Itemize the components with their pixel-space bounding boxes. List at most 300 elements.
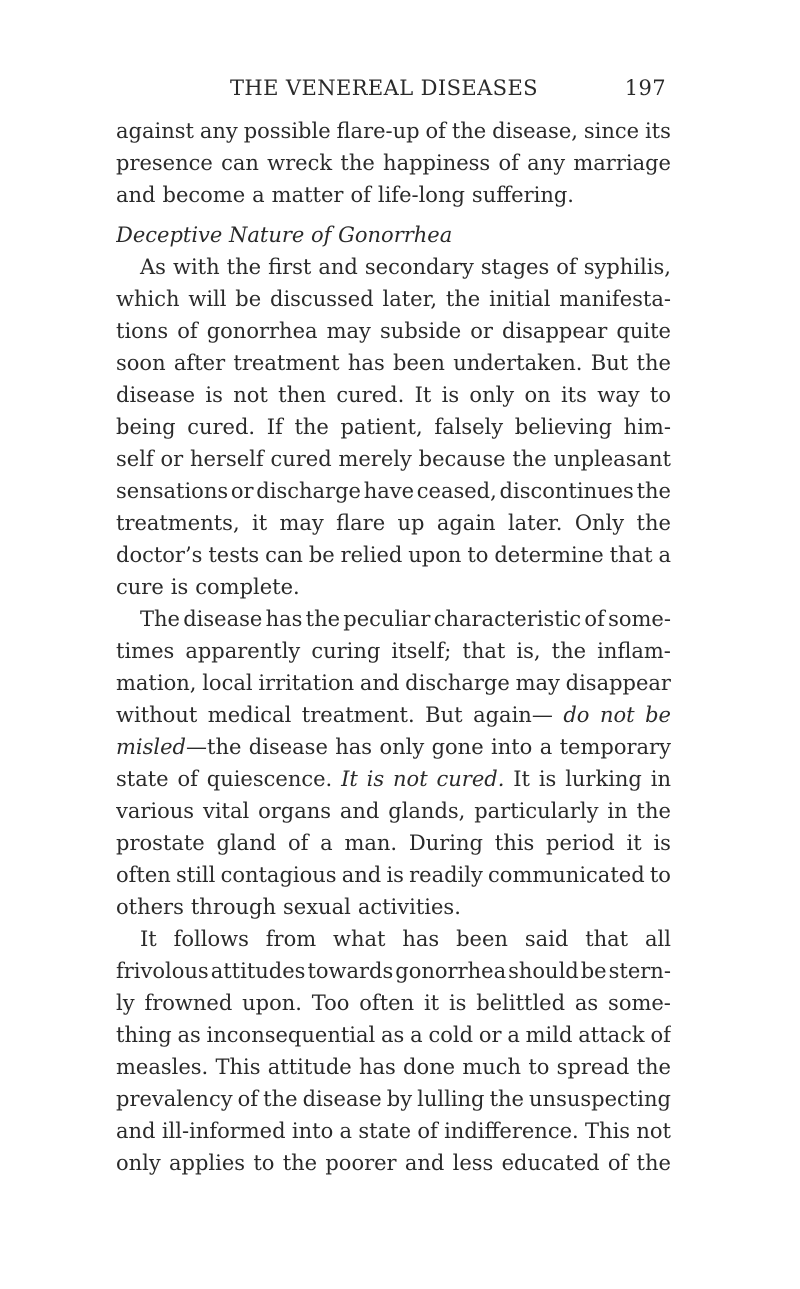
word: cured. [436, 767, 505, 791]
body-text [116, 115, 671, 1179]
text-line [116, 379, 671, 411]
word: marriage [573, 151, 671, 175]
word: If [266, 415, 283, 439]
word: discussed [270, 287, 374, 311]
word: with [172, 255, 220, 279]
text-line [116, 475, 671, 507]
word: attitude [267, 1055, 352, 1079]
word: said [524, 927, 569, 951]
word: of [287, 831, 309, 855]
word: is [441, 383, 460, 407]
word: It [341, 767, 358, 791]
word: should [508, 959, 579, 983]
word: patient, [340, 415, 423, 439]
word: as [574, 991, 599, 1015]
word: the [636, 799, 671, 823]
word: medical [207, 703, 292, 727]
word: treatments, [116, 511, 240, 535]
word: misled—the [116, 735, 242, 759]
word: and [404, 1151, 445, 1175]
word: it [423, 991, 440, 1015]
word: towards [307, 959, 394, 983]
word: the [489, 1087, 524, 1111]
word: happiness [383, 151, 491, 175]
text-line [116, 1115, 671, 1147]
text-line [116, 179, 671, 211]
word: of [425, 119, 446, 143]
word: unsuspecting [529, 1087, 671, 1111]
page-number: 197 [624, 76, 666, 100]
word: of [417, 1119, 438, 1143]
word: upon. [242, 991, 302, 1015]
word: some- [608, 991, 671, 1015]
word: not [636, 1119, 671, 1143]
word: its [560, 383, 587, 407]
word: up [397, 511, 425, 535]
word: determine [494, 543, 604, 567]
word: being [116, 415, 176, 439]
word: later, [382, 287, 437, 311]
word: merely [338, 447, 412, 471]
word: matter [271, 183, 344, 207]
word: of [177, 767, 198, 791]
word: gland [216, 831, 277, 855]
word: soon [116, 351, 166, 375]
word: that [585, 927, 629, 951]
word: only [379, 735, 425, 759]
word: tions [116, 319, 169, 343]
word: But [425, 703, 463, 727]
word: has [402, 927, 440, 951]
word: do [563, 703, 590, 727]
word: ill-informed [161, 1119, 286, 1143]
word: is [386, 863, 404, 887]
word: as [177, 1023, 201, 1047]
text-line [116, 347, 671, 379]
word: communicated [488, 863, 645, 887]
word: peculiar [343, 607, 431, 631]
word: be [235, 287, 262, 311]
word: activities. [357, 895, 461, 919]
word: less [452, 1151, 494, 1175]
word: of [556, 255, 577, 279]
word: is [205, 383, 223, 407]
word: is, [516, 639, 541, 663]
word: the [451, 119, 487, 143]
word: of [177, 319, 198, 343]
word: of [498, 151, 519, 175]
word: complete. [195, 575, 300, 599]
word: or [470, 319, 493, 343]
word: curing [311, 639, 381, 663]
word: of [350, 183, 371, 207]
word: discontinues [499, 479, 634, 503]
word: of [607, 1151, 629, 1175]
word: this [494, 831, 535, 855]
word: be [308, 543, 335, 567]
word: manifesta- [559, 287, 671, 311]
word: have [363, 479, 415, 503]
word: disappear [502, 319, 608, 343]
word: a [658, 543, 671, 567]
text-line [116, 699, 671, 731]
text-line [116, 731, 671, 763]
word: But [590, 351, 629, 375]
word: apparently [185, 639, 301, 663]
word: During [408, 831, 483, 855]
word: disease [248, 735, 328, 759]
text-line [116, 955, 671, 987]
word: the [340, 151, 375, 175]
word: has [335, 735, 373, 759]
word: and [318, 255, 358, 279]
text-line [116, 827, 671, 859]
word: follows [173, 927, 249, 951]
word: secondary [364, 255, 474, 279]
running-head-title: THE VENEREAL DISEASES [230, 76, 538, 100]
word: only [116, 1151, 161, 1175]
word: can [265, 543, 303, 567]
word: is [538, 767, 557, 791]
word: of [237, 1087, 259, 1111]
word: or [230, 479, 254, 503]
word: then [278, 383, 327, 407]
word: possible [243, 119, 331, 143]
word: may [279, 511, 324, 535]
word: may [326, 319, 371, 343]
running-head [230, 76, 666, 100]
word: often [359, 991, 415, 1015]
word: flare-up [336, 119, 420, 143]
word: of [584, 607, 605, 631]
word: on [524, 383, 551, 407]
word: a [507, 1023, 520, 1047]
text-line [116, 795, 671, 827]
word: the [551, 639, 587, 663]
word: cure [116, 575, 164, 599]
word: itself; [391, 639, 452, 663]
word: to [253, 1151, 275, 1175]
word: that [462, 639, 506, 663]
text-line [116, 603, 671, 635]
word: man. [344, 831, 398, 855]
word: indifference. [444, 1119, 579, 1143]
word: the [636, 511, 671, 535]
word: because [418, 447, 506, 471]
word: after [173, 351, 226, 375]
word: what [333, 927, 386, 951]
word: him- [623, 415, 671, 439]
word: is [366, 767, 385, 791]
word: not [233, 383, 268, 407]
text-line [116, 1147, 671, 1179]
word: life-long [377, 183, 465, 207]
word: is [653, 831, 671, 855]
word: lurking [565, 767, 642, 791]
word: glands, [388, 799, 466, 823]
word: to [649, 863, 671, 887]
word: again [436, 511, 496, 535]
text-line [116, 147, 671, 179]
word: and [341, 863, 382, 887]
word: by [386, 1087, 413, 1111]
word: in [650, 767, 671, 791]
word: to [467, 543, 489, 567]
word: will [188, 287, 227, 311]
word: the [445, 287, 481, 311]
word: been [456, 927, 508, 951]
word: prostate [116, 831, 205, 855]
word: and [359, 671, 400, 695]
word: quiescence. [206, 767, 333, 791]
word: way [597, 383, 640, 407]
word: spread [556, 1055, 630, 1079]
word: disease, [492, 119, 578, 143]
word: which [116, 287, 180, 311]
text-line [116, 859, 671, 891]
word: or [160, 447, 184, 471]
text-line [116, 891, 671, 923]
word: or [478, 1023, 502, 1047]
word: to [528, 1055, 550, 1079]
word: irritation [258, 671, 355, 695]
word: the [294, 415, 329, 439]
word: a [252, 183, 265, 207]
word: wreck [267, 151, 333, 175]
word: The [140, 607, 180, 631]
word: not [599, 703, 635, 727]
word: measles. [116, 1055, 209, 1079]
word: contagious [220, 863, 337, 887]
word: into [291, 1119, 334, 1143]
word: gone [431, 735, 484, 759]
word: a [410, 1023, 423, 1047]
word: it [626, 831, 642, 855]
word: misled [116, 735, 186, 759]
word: as [381, 1023, 405, 1047]
word: This [215, 1055, 261, 1079]
word: without [116, 703, 198, 727]
word: its [644, 119, 671, 143]
word: the [636, 351, 671, 375]
text-line [116, 251, 671, 283]
word: Too [311, 991, 350, 1015]
section-heading: Deceptive Nature of Gonorrhea [116, 223, 453, 247]
word: into [491, 735, 533, 759]
word: flare [336, 511, 386, 535]
word: can [221, 151, 259, 175]
word: ceased, [416, 479, 497, 503]
text-line [116, 283, 671, 315]
word: herself [189, 447, 264, 471]
word: poorer [325, 1151, 397, 1175]
word: discharge [256, 479, 361, 503]
word: attack [578, 1023, 645, 1047]
word: cured. [336, 383, 405, 407]
word: the [512, 447, 547, 471]
word: mild [525, 1023, 573, 1047]
word: thing [116, 1023, 172, 1047]
word: It [140, 927, 157, 951]
word: belittled [476, 991, 566, 1015]
word: be [580, 959, 607, 983]
word: the [636, 1151, 671, 1175]
word: treatment. [301, 703, 415, 727]
word: It [414, 383, 432, 407]
word: quite [616, 319, 671, 343]
word: the [226, 255, 262, 279]
text-line [116, 315, 671, 347]
text-line [116, 443, 671, 475]
word: This [585, 1119, 631, 1143]
word: subside [380, 319, 462, 343]
word: and [339, 799, 380, 823]
word: vital [202, 799, 250, 823]
text-line [116, 115, 671, 147]
text-line [116, 1051, 671, 1083]
word: of [650, 1023, 671, 1047]
word: and [116, 183, 156, 207]
word: state [358, 1119, 412, 1143]
word: inconsequential [206, 1023, 376, 1047]
word: mation, [116, 671, 197, 695]
word: stern- [608, 959, 671, 983]
word: disease [183, 607, 263, 631]
word: in [607, 799, 628, 823]
word: presence [116, 151, 213, 175]
word: characteristic [433, 607, 582, 631]
word: again— [473, 703, 553, 727]
word: sensations [116, 479, 229, 503]
word: has [358, 1055, 396, 1079]
word: it [251, 511, 268, 535]
word: stages [480, 255, 550, 279]
word: ly [116, 991, 135, 1015]
word: disease [116, 383, 196, 407]
word: readily [409, 863, 483, 887]
word: all [645, 927, 671, 951]
word: may [515, 671, 560, 695]
word: organs [258, 799, 332, 823]
text-line [116, 923, 671, 955]
word: a [339, 1119, 353, 1143]
word: become [162, 183, 246, 207]
word: cured. [187, 415, 256, 439]
word: much [462, 1055, 522, 1079]
word: any [199, 119, 238, 143]
word: As [140, 255, 166, 279]
word: unpleasant [553, 447, 671, 471]
word: that [609, 543, 653, 567]
word: is [448, 991, 467, 1015]
word: relied [340, 543, 403, 567]
text-line [116, 987, 671, 1019]
word: gonorrhea [395, 959, 507, 983]
text-line [116, 1083, 671, 1115]
word: still [176, 863, 216, 887]
word: gonorrhea [206, 319, 318, 343]
word: against [116, 119, 194, 143]
text-line [116, 507, 671, 539]
word: undertaken. [453, 351, 583, 375]
word: some- [608, 607, 671, 631]
word: and [116, 1119, 156, 1143]
word: to [649, 383, 671, 407]
word: times [116, 639, 175, 663]
word: not [393, 767, 428, 791]
word: attitudes [210, 959, 306, 983]
word: educated [501, 1151, 600, 1175]
text-line [116, 635, 671, 667]
word: be [645, 703, 671, 727]
word: has [265, 607, 303, 631]
text-line [116, 763, 671, 795]
word: It [513, 767, 530, 791]
word: later. [507, 511, 563, 535]
word: a [320, 831, 333, 855]
word: sexual [283, 895, 351, 919]
word: tests [208, 543, 260, 567]
word: local [202, 671, 253, 695]
word: the [305, 607, 341, 631]
word: upon [408, 543, 462, 567]
word: a [539, 735, 553, 759]
text-line [116, 667, 671, 699]
word: first [268, 255, 312, 279]
word: disease [302, 1087, 382, 1111]
word: discharge [405, 671, 510, 695]
word: from [265, 927, 317, 951]
word: any [527, 151, 566, 175]
word: believing [514, 415, 613, 439]
word: temporary [559, 735, 671, 759]
text-line [116, 411, 671, 443]
word: through [190, 895, 276, 919]
text-line [116, 571, 671, 603]
word: done [403, 1055, 456, 1079]
word: frivolous [116, 959, 209, 983]
word: often [116, 863, 171, 887]
word: falsely [434, 415, 504, 439]
word: lulling [417, 1087, 485, 1111]
word: cold [428, 1023, 474, 1047]
word: various [116, 799, 195, 823]
word: the [636, 1055, 671, 1079]
word: disappear [565, 671, 671, 695]
word: inflam- [597, 639, 671, 663]
word: been [393, 351, 445, 375]
word: particularly [474, 799, 599, 823]
word: only [469, 383, 515, 407]
word: syphilis, [583, 255, 671, 279]
word: is [170, 575, 189, 599]
word: state [116, 767, 169, 791]
word: suffering. [471, 183, 574, 207]
word: Only [574, 511, 625, 535]
text-line [116, 1019, 671, 1051]
word: the [282, 1151, 318, 1175]
word: frowned [144, 991, 233, 1015]
word: applies [169, 1151, 246, 1175]
word: cured [270, 447, 332, 471]
word: treatment [233, 351, 340, 375]
word: the [636, 479, 671, 503]
word: initial [489, 287, 551, 311]
word: period [546, 831, 615, 855]
word: others [116, 895, 184, 919]
word: has [347, 351, 385, 375]
word: since [583, 119, 640, 143]
